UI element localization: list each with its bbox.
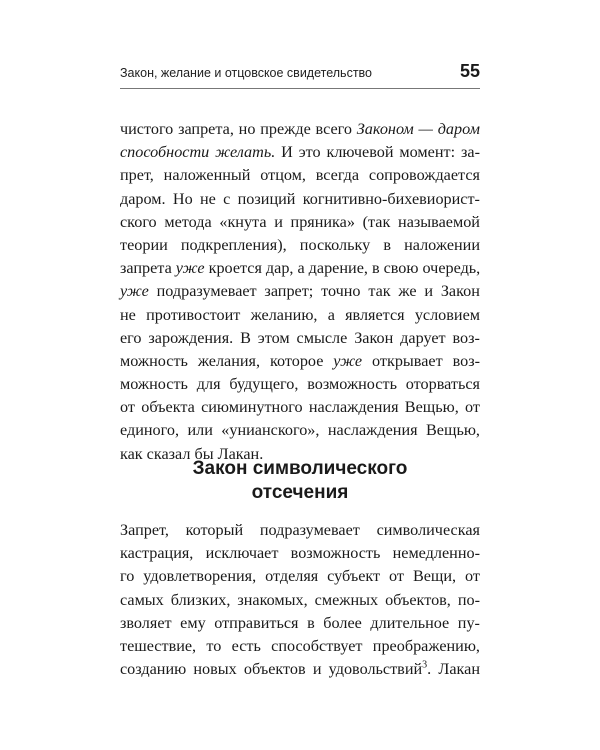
word: тешествие,	[120, 636, 197, 655]
text-line	[120, 350, 480, 373]
word: точно	[321, 282, 361, 301]
word: «кнута	[219, 212, 267, 231]
word: созданию	[120, 660, 187, 679]
word: называемой	[398, 212, 480, 231]
word: кроется	[208, 259, 262, 278]
word: от	[465, 398, 480, 417]
word: не	[120, 305, 136, 324]
word: всегда	[315, 166, 360, 185]
header-rule	[120, 88, 480, 89]
word: Вещью,	[404, 398, 459, 417]
word: сиюминутного	[201, 398, 303, 417]
word: так	[368, 282, 391, 301]
word: когнитивно-бихевиорист-	[302, 189, 480, 208]
text-line	[120, 542, 480, 565]
word: уже	[175, 259, 205, 278]
word: «унианского»,	[221, 421, 320, 440]
text-line	[120, 612, 480, 635]
word: можность	[120, 375, 188, 394]
word: объектов,	[385, 590, 451, 609]
word: запрета,	[178, 120, 234, 138]
text-line	[120, 257, 480, 280]
word: для	[196, 375, 221, 394]
section-heading	[120, 457, 480, 505]
text-line	[120, 396, 480, 419]
word: в	[383, 235, 391, 254]
running-head	[120, 61, 480, 83]
word: от	[120, 398, 135, 417]
word: запрета	[120, 259, 172, 278]
text-line	[120, 141, 480, 164]
word: Лакан.	[217, 444, 264, 463]
word: даром.	[120, 189, 166, 208]
word: и	[274, 212, 283, 231]
word: а	[297, 259, 305, 278]
word: открывает	[372, 351, 443, 370]
word: Закон	[440, 282, 480, 301]
text-line	[120, 304, 480, 327]
word: наложенный	[163, 166, 251, 185]
word: смысле	[296, 328, 348, 347]
text-line	[120, 118, 480, 141]
word: кастрация,	[120, 544, 194, 563]
text-line	[120, 373, 480, 396]
word: и	[424, 282, 434, 301]
word: подразумевает	[259, 521, 360, 539]
text-line	[120, 589, 480, 612]
word: которое	[269, 351, 324, 370]
word: оторваться	[405, 375, 480, 394]
word: желания,	[197, 351, 261, 370]
word: от	[389, 567, 405, 586]
word: Законом	[356, 120, 414, 138]
word: и	[312, 660, 322, 679]
word: в	[307, 613, 315, 632]
word: позиций	[237, 189, 296, 208]
word: момент:	[399, 143, 456, 162]
word: в	[371, 259, 380, 278]
footnote-marker: 3	[422, 659, 428, 671]
section-heading-line-2: отсечения	[251, 482, 349, 503]
word: возможность	[307, 375, 397, 394]
word: самых	[120, 590, 164, 609]
text-line	[120, 188, 480, 211]
word: ему	[180, 613, 206, 632]
word: противостоит	[146, 305, 241, 324]
word: будущего,	[229, 375, 299, 394]
word: его	[120, 328, 142, 347]
word: более	[323, 613, 362, 632]
section-heading-line-1: Закон символического	[192, 458, 408, 479]
word: по-	[457, 590, 480, 609]
word: наслаждения	[308, 398, 399, 417]
word: пу-	[457, 613, 480, 632]
word: —	[418, 120, 433, 138]
word: (так	[362, 212, 391, 231]
text-line	[120, 280, 480, 303]
word: который	[185, 521, 244, 539]
word: новых	[193, 660, 237, 679]
word: Запрет,	[120, 521, 169, 539]
word: очередь,	[422, 259, 481, 278]
word: наложении	[404, 235, 480, 254]
word: не	[199, 189, 216, 208]
word: символическая	[376, 521, 480, 539]
word: удовлетворения,	[143, 567, 257, 586]
word: ключевой	[326, 143, 394, 162]
body-paragraph-2	[120, 519, 480, 681]
word: поскольку	[299, 235, 371, 254]
word: воз-	[452, 328, 480, 347]
word: В	[240, 328, 251, 347]
word: Лакан	[438, 660, 480, 679]
word: Вещи,	[412, 567, 457, 586]
word: Закон	[354, 328, 394, 347]
word: немедленно-	[392, 544, 480, 563]
word: желать.	[215, 143, 276, 162]
text-line	[120, 565, 480, 588]
word: ского	[120, 212, 157, 231]
word: есть	[231, 636, 261, 655]
word: исключает	[205, 544, 279, 563]
word: Вещью,	[426, 421, 480, 440]
body-paragraph-1	[120, 118, 480, 466]
text-line	[120, 658, 480, 681]
word: способствует	[271, 636, 363, 655]
text-line	[120, 211, 480, 234]
page-number: 55	[459, 61, 480, 81]
word: прет,	[120, 166, 154, 185]
word: воз-	[452, 351, 480, 370]
word: го	[120, 567, 135, 586]
word: сказал	[146, 444, 191, 463]
word: способности	[120, 143, 210, 162]
text-line	[120, 419, 480, 442]
word: наслаждения	[327, 421, 418, 440]
text-line	[120, 327, 480, 350]
word: дарует	[400, 328, 446, 347]
word: возможность	[290, 544, 381, 563]
word: подразумевает	[156, 282, 257, 301]
text-line	[120, 635, 480, 658]
word: дарение,	[308, 259, 368, 278]
word: уже	[333, 351, 363, 370]
word: преображению,	[372, 636, 480, 655]
word: объекта	[141, 398, 195, 417]
word: дар,	[265, 259, 294, 278]
word: Но	[172, 189, 193, 208]
word: даром	[437, 120, 480, 138]
word: знакомых,	[237, 590, 308, 609]
word: близких,	[170, 590, 231, 609]
word: И	[281, 143, 293, 162]
word: чистого	[120, 120, 174, 138]
word: а	[327, 305, 335, 324]
word: это	[298, 143, 321, 162]
word: пряника»	[290, 212, 355, 231]
word: сопровождается	[368, 166, 480, 185]
word: метода	[164, 212, 212, 231]
word: всего	[315, 120, 352, 138]
word: желанию,	[250, 305, 318, 324]
word: зволяет	[120, 613, 172, 632]
word: условием	[414, 305, 480, 324]
word: же	[398, 282, 417, 301]
word: отцом,	[260, 166, 306, 185]
word: единого,	[120, 421, 180, 440]
text-line	[120, 164, 480, 187]
word: как	[120, 444, 143, 463]
word: прежде	[260, 120, 311, 138]
word: то	[206, 636, 222, 655]
word: подкрепления),	[180, 235, 287, 254]
word: длительное	[370, 613, 450, 632]
word: является	[345, 305, 405, 324]
word: зарождения.	[148, 328, 234, 347]
text-line	[120, 234, 480, 257]
word: этом	[257, 328, 290, 347]
word: смежных	[314, 590, 379, 609]
word: объектов	[243, 660, 306, 679]
word: за-	[460, 143, 480, 162]
word: но	[238, 120, 256, 138]
word: удовольствий$^3$.	[328, 659, 432, 679]
word: теории	[120, 235, 168, 254]
word: с	[223, 189, 231, 208]
word: бы	[194, 444, 214, 463]
word: свою	[383, 259, 419, 278]
running-title: Закон, желание и отцовское свидетельство	[120, 66, 372, 80]
word: уже	[120, 282, 149, 301]
punctuation: .	[427, 660, 432, 679]
word: запрет;	[264, 282, 314, 301]
word: отправиться	[214, 613, 299, 632]
word: от	[465, 567, 480, 586]
text-line	[120, 519, 480, 542]
word: отделяя	[265, 567, 319, 586]
word: можность	[120, 351, 188, 370]
word: субъект	[327, 567, 381, 586]
word: или	[187, 421, 213, 440]
